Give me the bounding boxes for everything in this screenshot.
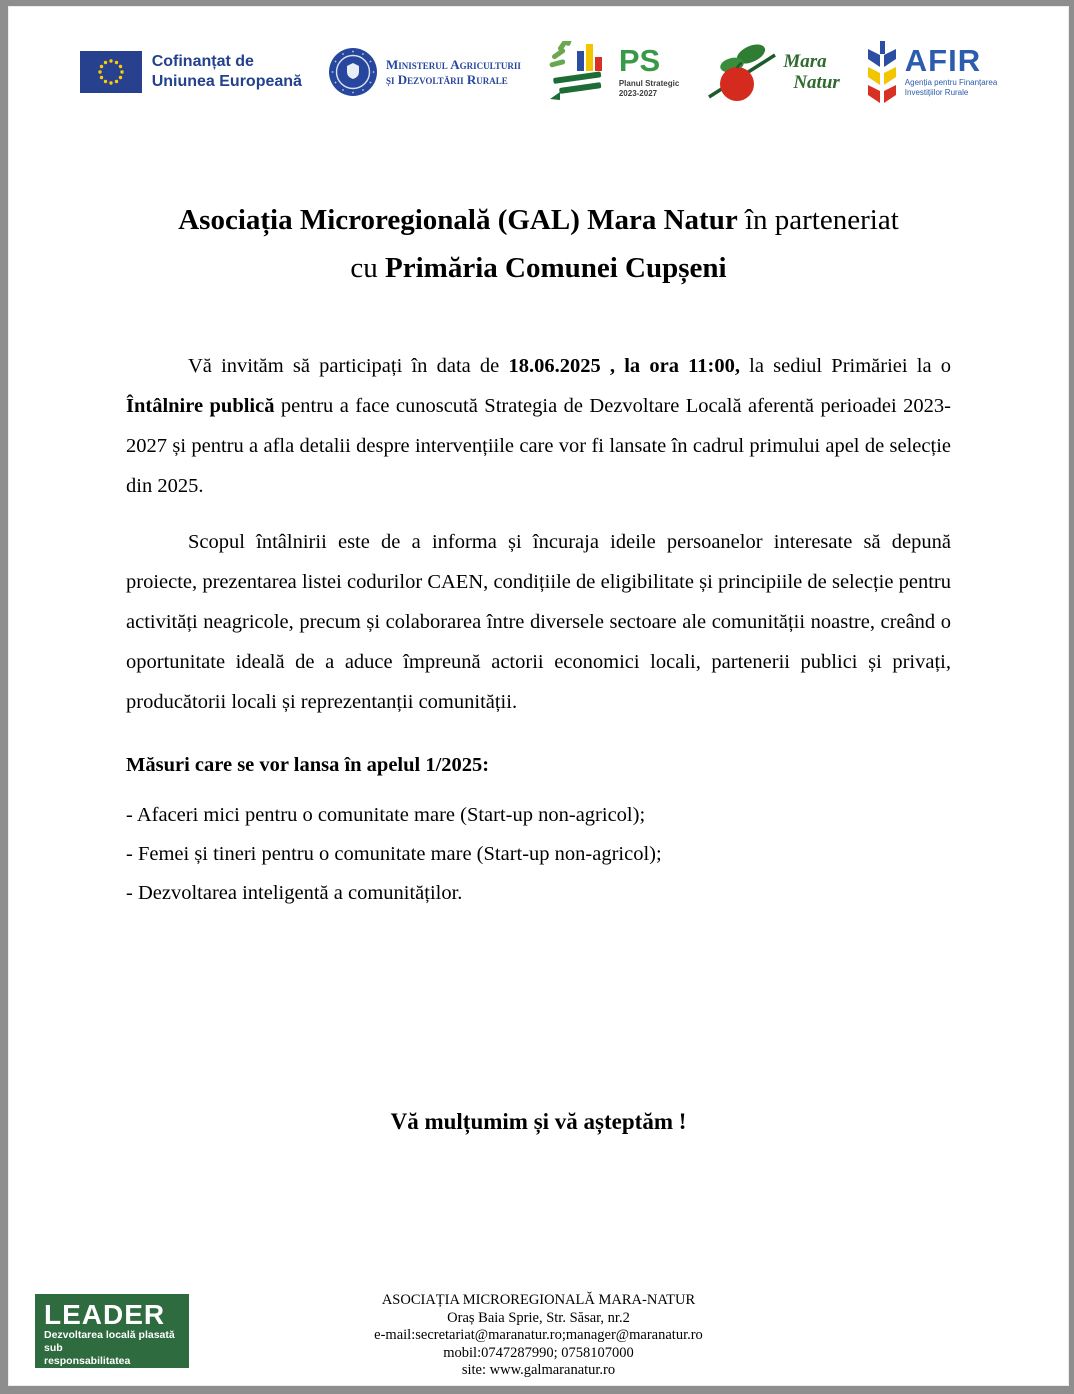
mara-natur-label: Mara Natur [783, 51, 840, 93]
leader-logo [35, 1294, 189, 1380]
ministry-agriculture-logo [328, 47, 521, 97]
footer-email: e-mail:secretariat@maranatur.ro;manager@maranatur.ro [374, 1327, 703, 1343]
document-page [8, 6, 1069, 1386]
paragraph-invitation: Vă invităm să participați în data de 18.06.2025 , la ora 11:00, la sediul Primăriei la o Întâlnire publică pentru a face cunoscută Strategia de Dezvoltare Locală aferentă perioadei 2023-2027 și pentru a afla detalii despre intervențiile care vor fi lansate în cadrul primului apel de selecție din 2025. [126, 355, 951, 497]
footer-address: Oraș Baia Sprie, Str. Săsar, nr.2 [447, 1309, 630, 1326]
measures-heading: Măsuri care se vor lansa în apelul 1/2025: [126, 754, 490, 776]
ps-strategic-plan-logo [547, 41, 679, 103]
document-body [126, 346, 951, 1135]
ps-label [618, 42, 680, 99]
paragraph-purpose: Scopul întâlnirii este de a informa și încuraja ideile persoanelor interesate să depună proiecte, prezentarea listei codurilor CAEN, condițiile de eligibilitate și principiile de selecție pentru activități neagricole, precum și colaborarea între diversele sectoare ale comunității noastre, creând o oportunitate ideală de a aduce împreună actorii economici locali, partenerii publici și privați, producătorii locali și reprezentanții comunității. [126, 531, 951, 713]
header-logo-row [8, 6, 1069, 112]
mara-natur-logo [705, 39, 839, 105]
list-item: - Dezvoltarea inteligentă a comunităților. [126, 882, 463, 904]
document-footer [8, 1290, 1069, 1380]
measures-list [126, 796, 951, 913]
footer-site: site: www.galmaranatur.ro [461, 1362, 616, 1378]
list-item: - Femei și tineri pentru o comunitate mare (Start-up non-agricol); [126, 843, 662, 865]
ministry-agriculture-label: Ministerul Agriculturii și Dezvoltării Rurale [385, 57, 521, 87]
closing-thanks: Vă mulțumim și vă așteptăm ! [390, 1109, 687, 1134]
afir-abbr: AFIR [904, 43, 982, 78]
footer-org-name: ASOCIAȚIA MICROREGIONALĂ MARA-NATUR [381, 1292, 696, 1308]
footer-mobile: mobil:0747287990; 0758107000 [443, 1344, 634, 1361]
ps-wheat-flag-icon [547, 41, 611, 103]
title-line-1: Asociația Microregională (GAL) Mara Natur în parteneriat [178, 204, 899, 236]
document-title [8, 196, 1069, 292]
eu-cofunded-label: Cofinanțat de Uniunea Europeană [151, 53, 302, 90]
afir-logo [866, 41, 998, 103]
title-line-2: cu Primăria Comunei Cupșeni [350, 252, 727, 284]
ps-abbr: PS [618, 42, 661, 78]
afir-wheat-icon [866, 41, 898, 103]
list-item: - Afaceri mici pentru o comunitate mare (Start-up non-agricol); [126, 804, 646, 826]
eu-cofunded-logo [80, 51, 302, 93]
leader-title: LEADER [44, 1299, 166, 1330]
romanian-government-seal-icon [328, 47, 378, 97]
afir-label [904, 43, 998, 98]
afir-subtitle: Agenția pentru Finanțarea Investițiilor Rurale [904, 78, 998, 97]
eu-flag-icon [80, 51, 142, 93]
leader-subtitle: Dezvoltarea locală plasată sub responsabilitatea comunității [44, 1329, 175, 1380]
ps-subtitle: Planul Strategic 2023-2027 [618, 78, 680, 98]
mara-natur-apple-icon [705, 39, 779, 105]
